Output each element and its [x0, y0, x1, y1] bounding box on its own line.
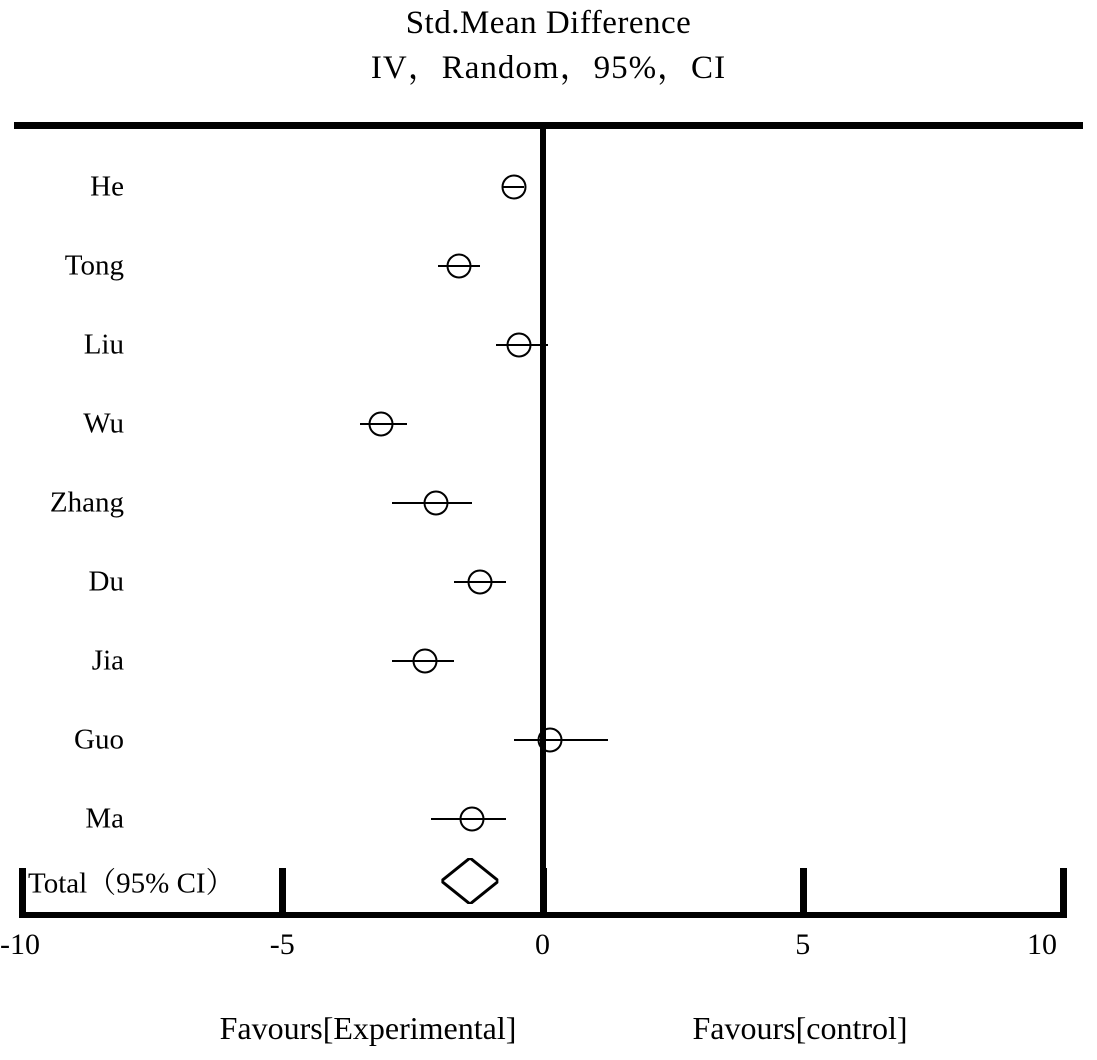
- x-axis-tick: [540, 868, 547, 918]
- summary-diamond: [441, 858, 498, 904]
- x-axis-tick: [19, 868, 26, 918]
- study-label: Jia: [91, 644, 124, 677]
- x-axis-tick: [279, 868, 286, 918]
- study-label: Du: [88, 565, 124, 598]
- x-axis-tick-label: 0: [535, 928, 550, 961]
- study-label: He: [90, 170, 124, 203]
- effect-marker: [423, 491, 448, 516]
- effect-marker: [501, 175, 526, 200]
- study-label: Wu: [83, 407, 124, 440]
- effect-marker: [507, 333, 532, 358]
- favours-experimental-label: Favours[Experimental]: [219, 1010, 517, 1046]
- x-axis-tick: [800, 868, 807, 918]
- x-axis-tick-label: 10: [1027, 928, 1057, 961]
- x-axis-tick-label: -5: [269, 928, 295, 961]
- study-label: Liu: [83, 328, 124, 361]
- top-rule: [14, 122, 1083, 129]
- study-label: Ma: [85, 802, 124, 835]
- effect-marker: [369, 412, 394, 437]
- null-effect-line: [540, 126, 546, 912]
- effect-marker: [538, 728, 563, 753]
- favours-control-label: Favours[control]: [692, 1010, 908, 1046]
- x-axis-tick: [1060, 868, 1067, 918]
- study-label: Guo: [74, 723, 124, 756]
- effect-marker: [413, 649, 438, 674]
- study-label: Zhang: [49, 486, 124, 519]
- chart-title: Std.Mean Difference: [405, 5, 692, 41]
- effect-marker: [460, 807, 485, 832]
- x-axis-tick-label: 5: [795, 928, 811, 961]
- chart-title-block: [0, 0, 1097, 88]
- total-label: Total（95% CI）: [28, 867, 235, 900]
- x-axis-tick-label: -10: [0, 928, 40, 961]
- effect-marker: [447, 254, 472, 279]
- chart-subtitle: IV，Random，95%，CI: [370, 50, 727, 86]
- study-label: Tong: [64, 249, 124, 282]
- effect-marker: [468, 570, 493, 595]
